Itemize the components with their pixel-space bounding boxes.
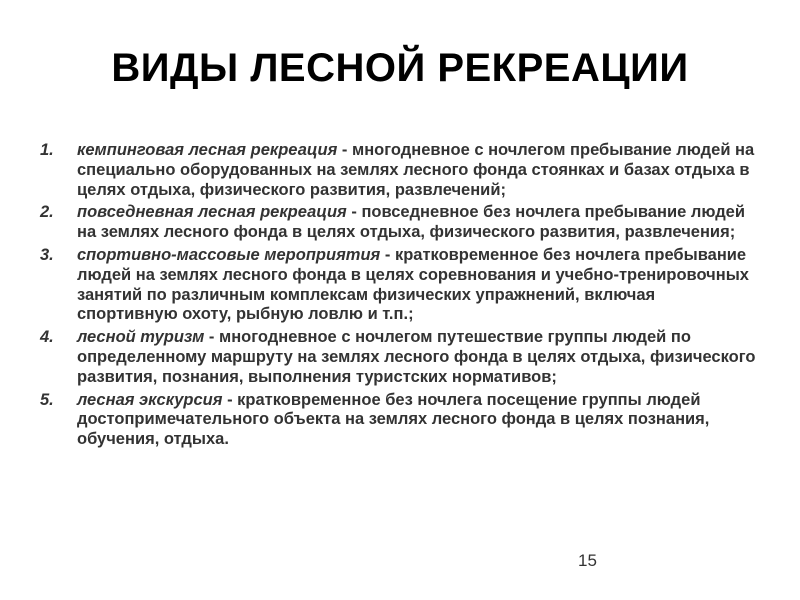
item-term: лесная экскурсия — [77, 390, 223, 409]
item-separator: - — [204, 328, 219, 347]
item-separator: - — [380, 245, 395, 264]
list-item — [40, 328, 760, 387]
slide-title: ВИДЫ ЛЕСНОЙ РЕКРЕАЦИИ — [111, 46, 689, 90]
item-definition: многодневное с ночлегом пребывание людей на специально оборудованных на землях лесного фонда стоянках и базах отдыха в целях отдыха, физического развития, развлечений; — [77, 141, 755, 199]
definition-list — [40, 141, 760, 453]
page-number: 15 — [578, 551, 597, 570]
item-number: 3. — [40, 245, 54, 264]
item-definition: кратковременное без ночлега посещение группы людей достопримечательного объекта на землях лесного фонда в целях познания, обучения, отдыха. — [77, 390, 710, 449]
item-term: кемпинговая лесная рекреация — [77, 141, 338, 159]
item-definition: повседневное без ночлега пребывание людей на землях лесного фонда в целях отдыха, физического развития, развлечения; — [77, 203, 745, 242]
item-number: 4. — [40, 328, 54, 347]
item-definition: кратковременное без ночлега пребывание людей на землях лесного фонда в целях соревнования и учебно-тренировочных занятий по различным комплексам физических упражнений, включая спортивную охоту, рыбную ловлю и т.п.; — [77, 245, 749, 324]
item-term: повседневная лесная рекреация — [77, 203, 347, 222]
list-item — [40, 203, 760, 243]
item-number: 5. — [40, 390, 54, 409]
list-item — [40, 141, 760, 200]
item-term: спортивно-массовые мероприятия — [77, 245, 381, 264]
item-term: лесной туризм — [77, 328, 205, 347]
item-number: 1. — [40, 141, 54, 159]
item-number: 2. — [40, 203, 54, 222]
item-definition: многодневное с ночлегом путешествие группы людей по определенному маршруту на землях лесного фонда в целях отдыха, физического развития, познания, выполнения туристских нормативов; — [77, 328, 756, 386]
list-item — [40, 246, 760, 325]
list-item — [40, 391, 760, 450]
item-separator: - — [346, 203, 362, 222]
item-separator: - — [337, 141, 352, 159]
item-separator: - — [222, 390, 238, 409]
